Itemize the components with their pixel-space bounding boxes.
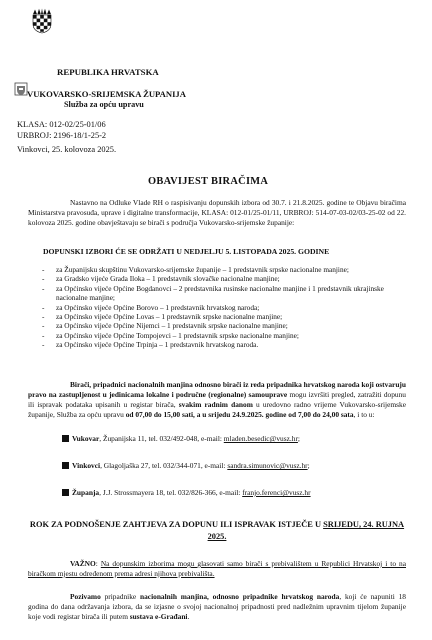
election-list: [42, 265, 394, 350]
invitation-paragraph: Pozivamo pripadnike nacionalnih manjina, odnosno pripadnike hrvatskog naroda, koji će napuniti 18 godina do dana održavanja izbora, da se izjasne o svojoj nacionalnoj pripadnosti pred nadležnim upravnim tijelom županije koje vodi registar birača ili putem sustava e-Građani.: [28, 592, 406, 621]
bullet-square-icon: [62, 435, 69, 442]
klasa-line: KLASA: 012-02/25-01/06: [17, 120, 106, 129]
list-item: - za Općinsko vijeće Općine Borovo – 1 predstavnik hrvatskog naroda;: [42, 302, 260, 312]
office-vinkovci: Vinkovci, Glagoljaška 27, tel. 032/344-071, e-mail: sandra.simunovic@vusz.hr;: [62, 461, 310, 470]
bullet-square-icon: [62, 462, 69, 469]
urbroj-line: URBROJ: 2196-18/1-25-2: [17, 131, 107, 140]
office-title: Služba za opću upravu: [64, 100, 144, 109]
list-item: - za Općinsko vijeće Općine Bogdanovci – 2 predstavnika rusinske nacionalne manjine i 1 predstavnik ukrajinske nacionalne manjine;: [42, 283, 384, 303]
republic-title: REPUBLIKA HRVATSKA: [57, 67, 159, 77]
list-item: - za Općinsko vijeće Općine Lovas – 1 predstavnik srpske nacionalne manjine;: [42, 312, 283, 322]
notice-title: OBAVIJEST BIRAČIMA: [148, 176, 269, 187]
office-zupanja: Županja, J.J. Strossmayera 18, tel. 032/826-366, e-mail: franjo.ferenci@vusz.hr: [62, 488, 311, 497]
county-title: VUKOVARSKO-SRIJEMSKA ŽUPANIJA: [27, 89, 186, 99]
important-note: VAŽNO: Na dopunskim izborima mogu glasovati samo birači s prebivalištem u Republici Hrvatskoj i to na biračkom mjestu određenom prema adresi njihova prebivališta.: [28, 559, 406, 578]
list-item: - za Općinsko vijeće Općine Tompojevci – 1 predstavnik srpske nacionalne manjine;: [42, 330, 299, 340]
list-item: - za Gradsko vijeće Grada Iloka – 1 predstavnik slovačke nacionalne manjine;: [42, 274, 280, 284]
voters-paragraph: Birači, pripadnici nacionalnih manjina odnosno birači iz reda pripadnika hrvatskog naroda koji ostvaruju pravo na zastupljenost u jedinicama lokalne i područne (regionalne) samouprave mogu izvršiti pregled, zatražiti dopunu ili ispravak podataka upisanih u registar birača, svakim radnim danom u uredovno radno vrijeme Vukovarsko-srijemske županije, Služba za opću upravu od 07,00 do 15,00 sati, a u srijedu 24.9.2025. godine od 7,00 do 24,00 sata, i to u:: [28, 380, 407, 419]
list-item: - za Općinsko vijeće Općine Nijemci – 1 predstavnik srpske nacionalne manjine;: [42, 321, 288, 331]
bullet-square-icon: [62, 489, 69, 496]
place-date: Vinkovci, 25. kolovoza 2025.: [17, 145, 117, 154]
county-emblem-icon: [14, 82, 28, 96]
deadline-notice: ROK ZA PODNOŠENJE ZAHTJEVA ZA DOPUNU ILI ISPRAVAK ISTJEČE U SRIJEDU, 24. RUJNA 2025.: [29, 520, 405, 541]
coat-of-arms-icon: [31, 8, 53, 34]
email-link[interactable]: franjo.ferenci@vusz.hr: [242, 488, 311, 497]
email-link[interactable]: mladen.besedic@vusz.hr: [223, 434, 298, 443]
list-item: - za Županijsku skupštinu Vukovarsko-srijemske županije – 1 predstavnik srpske nacionalne manjine;: [42, 265, 349, 274]
email-link[interactable]: sandra.simunovic@vusz.hr: [227, 461, 308, 470]
office-vukovar: Vukovar, Županijska 11, tel. 032/492-048, e-mail: mladen.besedic@vusz.hr;: [62, 434, 300, 443]
list-item: - za Općinsko vijeće Općine Trpinja – 1 predstavnik hrvatskog naroda.: [42, 340, 259, 350]
election-date-heading: DOPUNSKI IZBORI ĆE SE ODRŽATI U NEDJELJU 5. LISTOPADA 2025. GODINE: [43, 247, 330, 256]
intro-paragraph: Nastavno na Odluke Vlade RH o raspisivanju dopunskih izbora od 30.7. i 21.8.2025. godine te Objavu biračima Ministarstva pravosuđa, uprave i digitalne transformacije, KLASA: 012-01/25-01/11, URBROJ: 514-07-03-02/03-25-02 od 22. kolovoza 2025. godine obavještavaju se birači s područja Vukovarsko-srijemske županije:: [28, 198, 406, 227]
